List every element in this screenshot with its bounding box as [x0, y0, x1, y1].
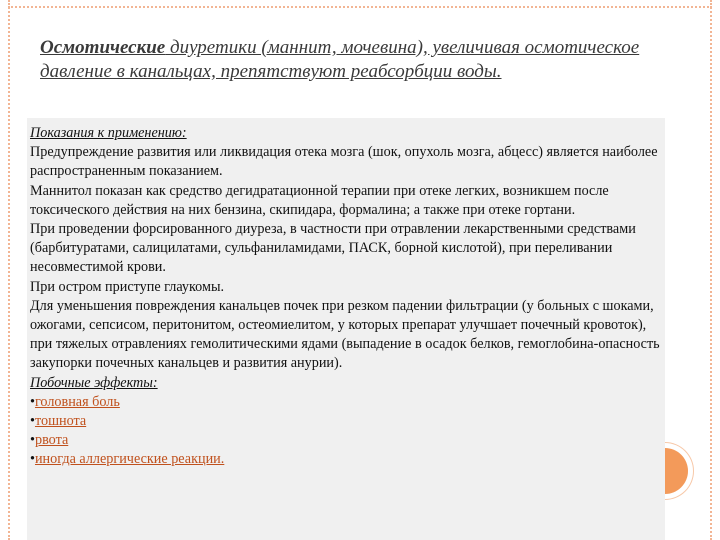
side-effect-link[interactable]: рвота — [34, 432, 69, 449]
bullet-icon: • — [30, 451, 35, 468]
bullet-icon: • — [30, 393, 35, 410]
side-effect-item — [30, 450, 662, 469]
side-effect-item — [30, 412, 662, 431]
indication-paragraph: При проведении форсированного диуреза, в частности при отравлении лекарственными средствами (барбитуратами, салицилатами, сульфаниламидами, ПАСК, борной кислотой), при переливании несовместимой крови. — [30, 221, 636, 276]
indications-title: Показания к применению: — [30, 125, 187, 141]
heading-text — [40, 37, 639, 82]
indication-paragraph: Для уменьшения повреждения канальцев почек при резком падении фильтрации (у больных с шоками, ожогами, сепсисом, перитонитом, остеомиелитом, у которых препарат улучшает почечный кровоток), при тяжелых отравлениях гемолитическими ядами (выпадение в осадок белков, гемоглобина-опасность закупорки почечных канальцев и развития анурии). — [30, 297, 660, 372]
content-body — [30, 124, 662, 470]
side-effect-item — [30, 393, 662, 412]
side-effect-link[interactable]: иногда аллергические реакции. — [34, 451, 225, 468]
side-effect-link[interactable]: головная боль — [34, 393, 120, 410]
side-effect-item — [30, 431, 662, 450]
bullet-icon: • — [30, 413, 35, 430]
frame-top-border — [8, 6, 712, 8]
frame-right-border — [710, 0, 712, 540]
side-effect-link[interactable]: тошнота — [34, 413, 87, 430]
heading-lead: Осмотические — [40, 37, 166, 58]
indication-paragraph: При остром приступе глаукомы. — [30, 278, 225, 295]
indication-paragraph: Маннитол показан как средство дегидратационной терапии при отеке легких, возникшем после токсического действия на них бензина, скипидара, формалина; а также при отеке гортани. — [30, 182, 609, 218]
frame-left-border — [8, 0, 10, 540]
bullet-icon: • — [30, 432, 35, 449]
slide-heading — [40, 36, 660, 84]
side-effects-title: Побочные эффекты: — [30, 374, 158, 391]
indication-paragraph: Предупреждение развития или ликвидация отека мозга (шок, опухоль мозга, абцесс) является наиболее распространенным показанием. — [30, 144, 658, 180]
heading-rest: диуретики (маннит, мочевина), увеличивая осмотическое давление в канальцах, препятствуют реабсорбции воды. — [40, 37, 640, 82]
